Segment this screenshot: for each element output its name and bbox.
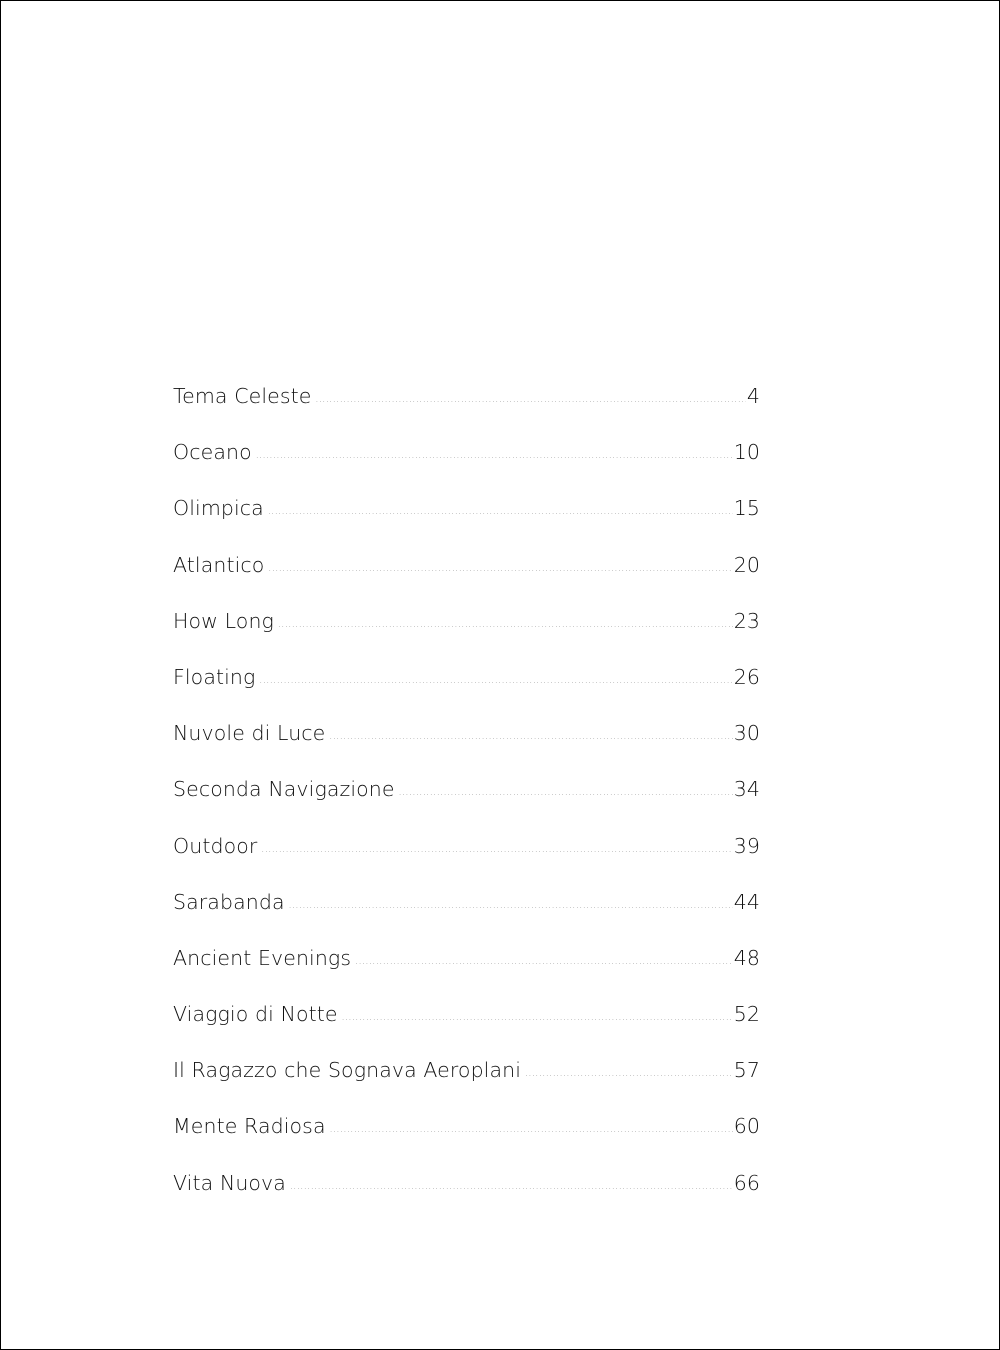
- toc-entry-page: 39: [733, 833, 760, 858]
- toc-entry[interactable]: [173, 834, 760, 890]
- toc-entry-page: 30: [733, 721, 760, 746]
- dot-leader: [342, 1013, 733, 1023]
- toc-entry[interactable]: [173, 1002, 760, 1058]
- dot-leader: [259, 676, 732, 686]
- toc-entry-page: 23: [733, 608, 760, 633]
- toc-entry[interactable]: [173, 946, 760, 1002]
- toc-entry[interactable]: [173, 890, 760, 946]
- dot-leader: [290, 1182, 733, 1192]
- toc-entry[interactable]: [173, 496, 760, 552]
- toc-entry-title: Nuvole di Luce: [173, 721, 326, 746]
- toc-entry[interactable]: [173, 721, 760, 777]
- toc-entry[interactable]: [173, 384, 760, 440]
- dot-leader: [355, 957, 733, 967]
- dot-leader: [399, 788, 733, 798]
- toc-entry-title: Mente Radiosa: [173, 1114, 326, 1139]
- toc-entry-title: Ancient Evenings: [173, 945, 352, 970]
- toc-entry-page: 20: [733, 552, 760, 577]
- toc-entry[interactable]: [173, 1058, 760, 1114]
- toc-entry-page: 10: [733, 440, 760, 465]
- toc-entry-title: Vita Nuova: [173, 1170, 286, 1195]
- dot-leader: [278, 620, 733, 630]
- toc-entry[interactable]: [173, 609, 760, 665]
- toc-entry-page: 4: [746, 384, 760, 408]
- toc-entry-title: Atlantico: [173, 552, 265, 577]
- dot-leader: [329, 732, 732, 742]
- toc-entry-page: 48: [733, 945, 760, 970]
- dot-leader: [261, 845, 732, 855]
- toc-entry-title: Oceano: [173, 440, 252, 465]
- toc-entry-page: 34: [733, 777, 760, 802]
- toc-entry-title: Tema Celeste: [173, 384, 312, 408]
- toc-entry-page: 66: [733, 1170, 760, 1195]
- toc-entry-title: Viaggio di Notte: [173, 1002, 338, 1027]
- dot-leader: [289, 901, 733, 911]
- toc-entry[interactable]: [173, 777, 760, 833]
- toc-entry-title: Floating: [173, 664, 256, 689]
- dot-leader: [268, 507, 733, 517]
- dot-leader: [268, 564, 732, 574]
- toc-entry-title: Outdoor: [173, 833, 258, 858]
- toc-entry[interactable]: [173, 553, 760, 609]
- toc-entry-page: 15: [733, 496, 760, 521]
- dot-leader: [330, 1125, 733, 1135]
- toc-entry[interactable]: [173, 1114, 760, 1170]
- toc-entry-title: Seconda Navigazione: [173, 777, 395, 802]
- toc-entry-page: 57: [733, 1058, 760, 1083]
- table-of-contents: [173, 384, 760, 1227]
- dot-leader: [315, 395, 745, 405]
- dot-leader: [256, 451, 733, 461]
- toc-entry-page: 60: [733, 1114, 760, 1139]
- dot-leader: [525, 1069, 733, 1079]
- toc-entry-title: How Long: [173, 608, 274, 633]
- toc-entry-page: 52: [733, 1002, 760, 1027]
- toc-entry[interactable]: [173, 665, 760, 721]
- toc-entry-title: Il Ragazzo che Sognava Aeroplani: [173, 1058, 522, 1083]
- toc-entry[interactable]: [173, 1171, 760, 1227]
- toc-entry-page: 26: [733, 664, 760, 689]
- toc-entry-title: Olimpica: [173, 496, 264, 521]
- toc-entry-page: 44: [733, 889, 760, 914]
- toc-entry[interactable]: [173, 440, 760, 496]
- toc-entry-title: Sarabanda: [173, 889, 285, 914]
